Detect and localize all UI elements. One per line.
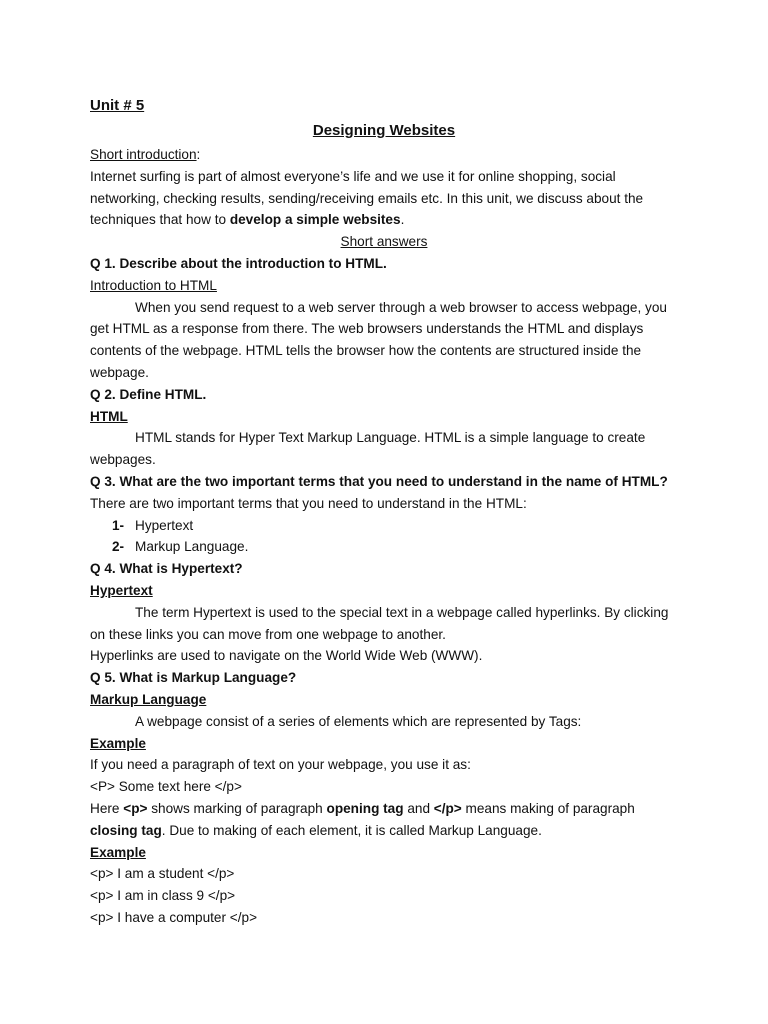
- example1-heading-line: [90, 733, 690, 755]
- q2-heading-line: [90, 406, 690, 428]
- q4-line-2: on these links you can move from one webpage to another.: [90, 626, 446, 642]
- list-item-text: Markup Language.: [135, 539, 249, 555]
- example1-closing-text: . Due to making of each element, it is called Markup Language.: [161, 822, 542, 838]
- list-item-text: Hypertext: [135, 517, 194, 533]
- q5-heading: Markup Language: [90, 691, 207, 707]
- q1-line-2: get HTML as a response from there. The web browsers understands the HTML and displays: [90, 321, 644, 337]
- intro-line-1: Internet surfing is part of almost everyone’s life and we use it for online shopping, social: [90, 168, 616, 184]
- q2-line-2: webpages.: [90, 452, 156, 468]
- q1-heading-line: [90, 275, 690, 297]
- q4-heading-line: [90, 580, 690, 602]
- unit-heading: Unit # 5: [90, 97, 145, 114]
- q5-question: Q 5. What is Markup Language?: [90, 670, 297, 686]
- intro-text: techniques that how to: [90, 212, 230, 228]
- short-answers-label: Short answers: [340, 234, 428, 250]
- q1-line-1: When you send request to a web server through a web browser to access webpage, you: [135, 299, 667, 315]
- example1-explanation-line: [90, 798, 690, 820]
- intro-label-line: [90, 144, 690, 166]
- q1-line-4: webpage.: [90, 364, 149, 380]
- intro-label: Short introduction: [90, 147, 197, 162]
- q4-heading: Hypertext: [90, 582, 153, 598]
- page-title: Designing Websites: [312, 122, 456, 139]
- q1-question: Q 1. Describe about the introduction to HTML.: [90, 255, 387, 271]
- example2-heading: Example: [90, 844, 146, 860]
- example1-text-c: shows marking of paragraph: [147, 800, 327, 816]
- example2-code-3: <p> I have a computer </p>: [90, 909, 258, 925]
- example1-text-a: Here: [90, 800, 124, 816]
- list-item: [90, 536, 690, 558]
- example1-heading: Example: [90, 735, 146, 751]
- example1-code: <P> Some text here </p>: [90, 779, 242, 795]
- example1-open-tag: <p>: [123, 800, 148, 816]
- q1-heading: Introduction to HTML: [90, 277, 217, 293]
- q2-question: Q 2. Define HTML.: [90, 386, 207, 402]
- intro-line-2: networking, checking results, sending/receiving emails etc. In this unit, we discuss about the: [90, 190, 644, 206]
- example2-heading-line: [90, 842, 690, 864]
- intro-line-3: [90, 209, 690, 231]
- intro-period: .: [400, 212, 405, 228]
- short-answers-heading: [90, 231, 678, 253]
- example1-opening-tag-term: opening tag: [326, 800, 404, 816]
- q3-question: Q 3. What are the two important terms that you need to understand in the name of HTML?: [90, 473, 668, 489]
- q4-line-1: The term Hypertext is used to the special text in a webpage called hyperlinks. By clicking: [135, 604, 669, 620]
- q1-line-3: contents of the webpage. HTML tells the browser how the contents are structured inside the: [90, 343, 642, 359]
- q3-line: There are two important terms that you need to understand in the HTML:: [90, 495, 527, 511]
- q5-line: A webpage consist of a series of elements which are represented by Tags:: [135, 713, 582, 729]
- q5-heading-line: [90, 689, 690, 711]
- q2-line-1: HTML stands for Hyper Text Markup Language. HTML is a simple language to create: [135, 430, 646, 446]
- list-item-number: 1-: [112, 517, 125, 533]
- example2-code-2: <p> I am in class 9 </p>: [90, 888, 236, 904]
- list-item-number: 2-: [112, 539, 125, 555]
- q4-question: Q 4. What is Hypertext?: [90, 561, 243, 577]
- example1-text-g: means making of paragraph: [461, 800, 635, 816]
- example1-line: If you need a paragraph of text on your webpage, you use it as:: [90, 757, 471, 773]
- example1-text-e: and: [403, 800, 434, 816]
- example1-closing-tag-term: closing tag: [90, 822, 162, 838]
- list-item: [90, 515, 690, 537]
- q2-heading: HTML: [90, 408, 128, 424]
- intro-colon: :: [196, 147, 201, 162]
- example1-closing-line: [90, 820, 690, 842]
- example2-code-1: <p> I am a student </p>: [90, 866, 235, 882]
- document-body: [90, 94, 690, 929]
- example1-close-tag: </p>: [433, 800, 462, 816]
- q4-line-3: Hyperlinks are used to navigate on the World Wide Web (WWW).: [90, 648, 483, 664]
- intro-bold-text: develop a simple websites: [229, 212, 401, 228]
